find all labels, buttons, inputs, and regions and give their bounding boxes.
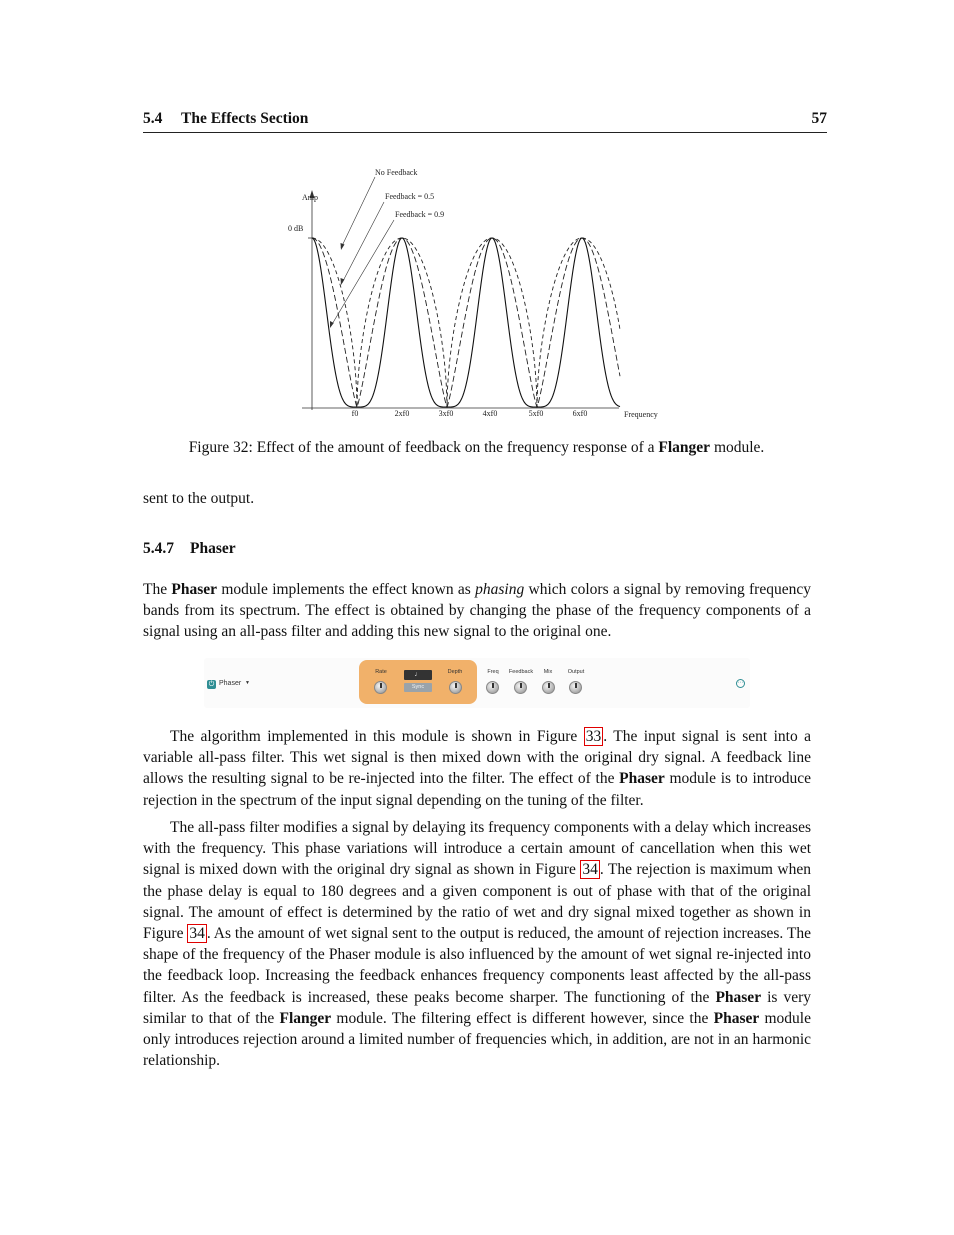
paragraph-sent-output: sent to the output. — [143, 490, 255, 507]
figure-34-link[interactable]: 34 — [582, 861, 598, 879]
x-tick-label: 5xf0 — [528, 409, 544, 418]
power-icon[interactable]: ⏻ — [208, 681, 215, 688]
feedback-05-annotation: Feedback = 0.5 — [385, 192, 435, 201]
caption-bold: Flanger — [658, 439, 711, 456]
paragraph-allpass: The all-pass filter modifies a signal by delaying its frequency components with a delay which increases with the frequency. This phase variations will introduce a certain amount of cancellation when this wet signal is mixed down with the original dry signal as shown in Figure 34 . The rejection is maximum when the phase delay is equal to 180 degrees and a given component is out of phase with that of the original signal. The amount of effect is determined by the ratio of wet and dry signal mixed together as shown in Figure 34 . As the amount of wet signal sent to the output is reduced, the amount of rejection increases. The shape of the frequency of the Phaser module is also influenced by the amount of wet signal re-injected into the feedback loop. Increasing the feedback enhances frequency components least affected by the all-pass filter. As the feedback is increased, these peaks become sharper. The functioning of the Phaser is very similar to that of the Flanger module. The filtering effect is different however, since the Phaser module only introduces rejection around a limited number of frequencies which, in addition, are not in an harmonic relationship. — [143, 819, 811, 1070]
freq-label: Freq — [487, 669, 499, 675]
section-number: 5.4 — [143, 110, 163, 127]
feedback-09-leader — [331, 220, 394, 326]
rate-label: Rate — [375, 669, 387, 675]
note-value-button[interactable]: ♩ — [404, 670, 432, 680]
depth-label: Depth — [447, 669, 463, 675]
rate-knob[interactable] — [374, 681, 387, 694]
x-tick-label: 2xf0 — [394, 409, 410, 418]
amp-label: Amp — [302, 193, 318, 202]
figure-33-link[interactable]: 33 — [585, 728, 602, 745]
subsection-heading — [143, 540, 236, 558]
phaser-module-panel — [204, 658, 750, 708]
feedback-09-annotation: Feedback = 0.9 — [395, 210, 445, 219]
mix-label: Mix — [543, 669, 553, 675]
chevron-down-icon[interactable]: ▼ — [245, 680, 250, 686]
zero-db-label: 0 dB — [288, 224, 304, 233]
flanger-response-figure — [284, 160, 664, 422]
no-feedback-annotation: No Feedback — [375, 168, 418, 177]
x-tick-label: f0 — [351, 409, 359, 418]
subsection-number: 5.4.7 — [143, 540, 174, 557]
paragraph-phaser-intro: The Phaser module implements the effect known as phasing which colors a signal by removing frequency bands from its spectrum. The effect is obtained by changing the phase of the frequency components of a signal using an all-pass filter and adding this new signal to the original one. — [143, 581, 811, 641]
page-number: 57 — [811, 110, 827, 127]
no-feedback-leader — [341, 177, 375, 248]
no-feedback-arrow — [341, 243, 345, 250]
caption-text: Figure 32: Effect of the amount of feedback on the frequency response of a — [188, 439, 659, 456]
figure-34-link-2[interactable]: 34 — [189, 925, 205, 943]
subsection-title: Phaser — [190, 540, 236, 557]
feedback-label: Feedback — [508, 669, 534, 675]
x-tick-label: 4xf0 — [482, 409, 498, 418]
x-tick-labels — [352, 409, 588, 418]
depth-knob[interactable] — [449, 681, 462, 694]
sync-button[interactable]: Sync — [404, 683, 432, 692]
figure-32-caption — [143, 439, 810, 457]
feedback-05-leader — [342, 202, 384, 283]
freq-knob[interactable] — [486, 681, 499, 694]
feedback-knob[interactable] — [514, 681, 527, 694]
caption-suffix: module. — [710, 439, 765, 456]
output-knob[interactable] — [569, 681, 582, 694]
more-options-icon[interactable]: ⋯ — [737, 680, 744, 686]
section-title: The Effects Section — [181, 110, 309, 127]
mix-knob[interactable] — [542, 681, 555, 694]
output-label: Output — [567, 669, 585, 675]
module-name[interactable]: Phaser — [219, 680, 242, 687]
frequency-axis-label: Frequency — [624, 410, 658, 419]
running-head — [143, 110, 827, 133]
x-tick-label: 3xf0 — [438, 409, 454, 418]
paragraph-algorithm: The algorithm implemented in this module is shown in Figure 33 . The input signal is sent into a variable all-pass filter. This wet signal is then mixed down with the original dry signal. A feedback line allows the resulting signal to be re-injected into the filter. The effect of the Phaser module is to introduce rejection in the spectrum of the input signal depending on the tuning of the filter. — [143, 728, 812, 809]
x-tick-label: 6xf0 — [572, 409, 588, 418]
